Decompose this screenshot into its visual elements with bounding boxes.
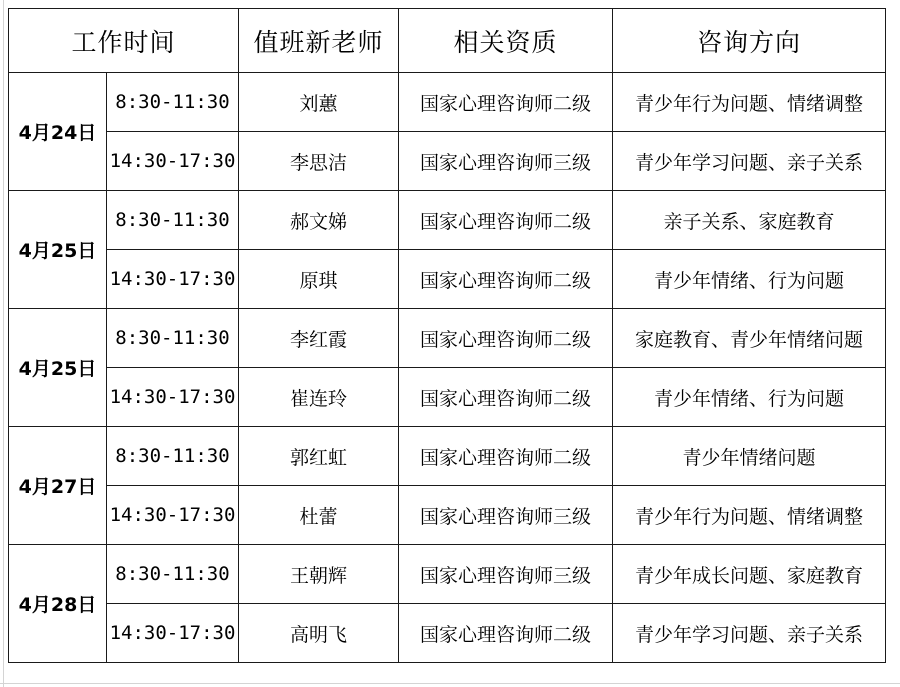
date-cell: 4月28日 <box>9 545 107 663</box>
qualification-cell: 国家心理咨询师二级 <box>399 368 613 427</box>
teacher-cell: 郭红虹 <box>239 427 399 486</box>
direction-cell: 家庭教育、青少年情绪问题 <box>613 309 886 368</box>
teacher-cell: 高明飞 <box>239 604 399 663</box>
teacher-cell: 崔连玲 <box>239 368 399 427</box>
time-cell: 14:30-17:30 <box>107 368 239 427</box>
teacher-cell: 王朝辉 <box>239 545 399 604</box>
qualification-cell: 国家心理咨询师二级 <box>399 309 613 368</box>
teacher-cell: 杜蕾 <box>239 486 399 545</box>
table-row <box>9 309 886 368</box>
duty-schedule-table <box>8 8 886 663</box>
time-cell: 8:30-11:30 <box>107 309 239 368</box>
date-cell: 4月27日 <box>9 427 107 545</box>
qualification-cell: 国家心理咨询师三级 <box>399 132 613 191</box>
direction-cell: 青少年学习问题、亲子关系 <box>613 604 886 663</box>
sheet-gridline <box>0 683 900 684</box>
teacher-cell: 李思洁 <box>239 132 399 191</box>
table-row <box>9 545 886 604</box>
qualification-cell: 国家心理咨询师二级 <box>399 427 613 486</box>
time-cell: 14:30-17:30 <box>107 250 239 309</box>
direction-cell: 亲子关系、家庭教育 <box>613 191 886 250</box>
table-row <box>9 73 886 132</box>
time-cell: 14:30-17:30 <box>107 486 239 545</box>
date-cell: 4月25日 <box>9 309 107 427</box>
time-cell: 14:30-17:30 <box>107 132 239 191</box>
date-cell: 4月25日 <box>9 191 107 309</box>
table-row <box>9 604 886 663</box>
table-row <box>9 250 886 309</box>
qualification-cell: 国家心理咨询师三级 <box>399 486 613 545</box>
direction-cell: 青少年行为问题、情绪调整 <box>613 73 886 132</box>
table-row <box>9 132 886 191</box>
time-cell: 8:30-11:30 <box>107 427 239 486</box>
header-direction: 咨询方向 <box>613 9 886 73</box>
time-cell: 8:30-11:30 <box>107 545 239 604</box>
header-row <box>9 9 886 73</box>
direction-cell: 青少年情绪、行为问题 <box>613 250 886 309</box>
date-cell: 4月24日 <box>9 73 107 191</box>
header-work-time: 工作时间 <box>9 9 239 73</box>
qualification-cell: 国家心理咨询师二级 <box>399 191 613 250</box>
teacher-cell: 李红霞 <box>239 309 399 368</box>
time-cell: 8:30-11:30 <box>107 191 239 250</box>
direction-cell: 青少年行为问题、情绪调整 <box>613 486 886 545</box>
qualification-cell: 国家心理咨询师三级 <box>399 545 613 604</box>
qualification-cell: 国家心理咨询师二级 <box>399 73 613 132</box>
direction-cell: 青少年情绪、行为问题 <box>613 368 886 427</box>
time-cell: 8:30-11:30 <box>107 73 239 132</box>
table-row <box>9 486 886 545</box>
header-qualification: 相关资质 <box>399 9 613 73</box>
table-row <box>9 368 886 427</box>
teacher-cell: 郝文娣 <box>239 191 399 250</box>
time-cell: 14:30-17:30 <box>107 604 239 663</box>
qualification-cell: 国家心理咨询师二级 <box>399 250 613 309</box>
direction-cell: 青少年成长问题、家庭教育 <box>613 545 886 604</box>
qualification-cell: 国家心理咨询师二级 <box>399 604 613 663</box>
header-teacher: 值班新老师 <box>239 9 399 73</box>
teacher-cell: 原琪 <box>239 250 399 309</box>
table-row <box>9 427 886 486</box>
sheet-gridline <box>3 0 4 687</box>
teacher-cell: 刘蕙 <box>239 73 399 132</box>
table-row <box>9 191 886 250</box>
direction-cell: 青少年情绪问题 <box>613 427 886 486</box>
direction-cell: 青少年学习问题、亲子关系 <box>613 132 886 191</box>
